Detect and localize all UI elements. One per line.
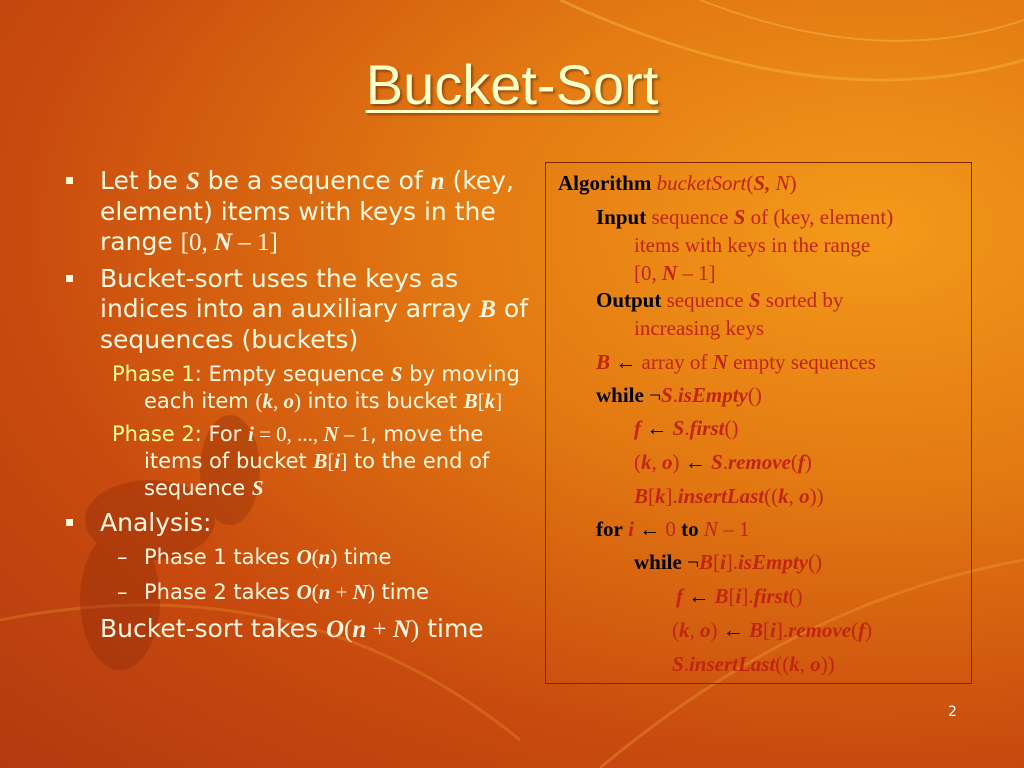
phase-2 <box>62 421 542 502</box>
var-s: S <box>672 416 685 440</box>
math-n: n <box>430 168 445 195</box>
punct: ( <box>851 618 859 642</box>
analysis-phase-1 <box>62 544 542 571</box>
punct: . <box>722 450 728 474</box>
math: – 1] <box>232 229 278 256</box>
text: items with keys in the range <box>634 233 871 257</box>
punct: ]. <box>665 484 678 508</box>
number: 0 <box>665 517 676 541</box>
punct: ]. <box>775 618 789 642</box>
arrow: ← <box>683 584 715 608</box>
total-time <box>62 614 542 645</box>
keyword: Input <box>596 205 647 229</box>
algo-line-while-2 <box>634 550 822 575</box>
punct: () <box>808 550 823 574</box>
var-k: k <box>789 652 800 676</box>
phase-1 <box>62 361 542 415</box>
math-o: O <box>296 580 312 604</box>
math-k: k <box>262 389 273 413</box>
var-k: k <box>778 484 789 508</box>
text: : For <box>194 422 248 446</box>
text: – 1] <box>677 261 716 285</box>
text: [0, <box>634 261 662 285</box>
punct: () <box>788 584 803 608</box>
algo-line-insert-1 <box>634 484 824 509</box>
analysis-phase-2 <box>62 579 542 606</box>
punct: [ <box>712 550 720 574</box>
keyword: for <box>596 517 623 541</box>
var-s: S <box>733 205 746 229</box>
punct: (( <box>764 484 779 508</box>
algo-line-output-cont <box>634 316 764 341</box>
var-i: i <box>622 517 634 541</box>
var-b: B <box>698 550 713 574</box>
math: – 1 <box>338 422 371 446</box>
punct: , <box>651 450 662 474</box>
var-i: i <box>719 550 726 574</box>
method: first <box>753 584 789 608</box>
text: sorted by <box>760 288 844 312</box>
phase-label: Phase 2 <box>112 422 195 446</box>
text: into its bucket <box>300 389 464 413</box>
keyword: Output <box>596 288 662 312</box>
var-o: o <box>810 652 821 676</box>
punct: ( <box>790 450 798 474</box>
punct: ]. <box>725 550 739 574</box>
var-b: B <box>596 350 611 374</box>
punct: , <box>689 618 700 642</box>
math-n: n <box>352 616 367 643</box>
math: ( <box>311 580 319 604</box>
keyword: to <box>675 517 704 541</box>
math: ] <box>495 389 503 413</box>
text: time <box>337 545 392 569</box>
method: insertLast <box>677 484 765 508</box>
punct: () <box>747 383 762 407</box>
var-s: S <box>660 383 673 407</box>
var-o: o <box>662 450 673 474</box>
text: Let be <box>100 166 186 195</box>
text: Bucket-sort takes <box>100 614 326 643</box>
bullet-analysis <box>62 508 542 538</box>
algo-line-remove-2 <box>672 618 872 643</box>
var-k: k <box>655 484 666 508</box>
text: time <box>374 580 429 604</box>
arrow: ← <box>717 618 749 642</box>
var-n: N <box>703 517 718 541</box>
math-b: B <box>313 449 328 473</box>
text: by moving each item <box>144 362 520 413</box>
method: isEmpty <box>738 550 809 574</box>
punct: ( <box>672 618 679 642</box>
math-i: i <box>248 422 254 446</box>
punct: ) <box>789 171 797 195</box>
text: (key, element) items with keys in the range <box>100 166 514 256</box>
bullet-sequence <box>62 166 542 258</box>
math-n-upper: N <box>352 580 368 604</box>
math-s: S <box>251 476 264 500</box>
method: remove <box>788 618 852 642</box>
var-f: f <box>797 450 805 474</box>
math: = 0, ..., <box>253 422 324 446</box>
text: – 1 <box>717 517 750 541</box>
var-n: N <box>662 261 678 285</box>
text: sequence <box>661 288 749 312</box>
algo-line-remove-1 <box>634 450 812 475</box>
var-s: S <box>753 171 766 195</box>
method: first <box>689 416 725 440</box>
var-f: f <box>858 618 866 642</box>
arrow: ← <box>633 517 666 541</box>
text: of (key, element) <box>745 205 894 229</box>
var-i: i <box>770 618 776 642</box>
algo-line-first-2 <box>676 584 803 609</box>
math: ) <box>293 389 301 413</box>
var-s: S <box>748 288 761 312</box>
algo-line-header <box>558 171 797 196</box>
punct: ) <box>865 618 873 642</box>
punct: , <box>799 652 811 676</box>
text: : Empty sequence <box>194 362 391 386</box>
function-name: bucketSort <box>656 171 747 195</box>
math: ) <box>410 616 420 643</box>
math: ( <box>255 389 263 413</box>
algo-line-range <box>634 261 716 286</box>
algo-line-output <box>596 288 843 313</box>
algo-line-input-cont <box>634 233 870 258</box>
punct: () <box>724 416 739 440</box>
page-number: 2 <box>948 704 957 720</box>
punct: ) <box>804 450 812 474</box>
math-n: N <box>323 422 339 446</box>
math-b: B <box>479 296 496 323</box>
var-f: f <box>676 584 683 608</box>
punct: . <box>672 383 678 407</box>
text: be a sequence of <box>199 166 431 195</box>
keyword: while <box>634 550 682 574</box>
text: increasing keys <box>634 316 765 340</box>
math-k: k <box>484 389 496 413</box>
punct: )) <box>820 652 835 676</box>
math: + <box>366 616 393 643</box>
algo-line-first <box>634 416 738 441</box>
math-o: O <box>325 616 345 643</box>
punct: ) <box>672 450 680 474</box>
punct: [ <box>728 584 736 608</box>
method: remove <box>727 450 791 474</box>
punct: . <box>684 416 690 440</box>
punct: [ <box>763 618 771 642</box>
content-list <box>62 166 542 645</box>
var-o: o <box>700 618 711 642</box>
text: Bucket-sort uses the keys as indices into an auxiliary array <box>100 264 480 323</box>
punct: ( <box>634 450 641 474</box>
math: ( <box>344 616 353 643</box>
text: array of <box>641 350 713 374</box>
math: [0, <box>180 229 214 256</box>
var-s: S <box>672 652 684 676</box>
punct: (( <box>775 652 790 676</box>
math: ( <box>311 545 319 569</box>
slide-title: Bucket-Sort <box>365 53 659 116</box>
punct: )) <box>809 484 824 508</box>
method: insertLast <box>688 652 776 676</box>
text: Phase 2 takes <box>144 580 297 604</box>
var-n: N <box>712 350 728 374</box>
punct: . <box>683 652 689 676</box>
text: , move the items of bucket <box>144 422 484 473</box>
punct: ( <box>746 171 754 195</box>
phase-label: Phase 1 <box>112 362 195 386</box>
math-n: n <box>318 580 331 604</box>
var-k: k <box>679 618 690 642</box>
math: [ <box>477 389 485 413</box>
punct: ]. <box>741 584 754 608</box>
method: isEmpty <box>677 383 748 407</box>
algo-line-input <box>596 205 893 230</box>
algo-line-init-buckets <box>596 350 876 375</box>
var-i: i <box>735 584 742 608</box>
math: [ <box>327 449 335 473</box>
math: ) <box>367 580 375 604</box>
var-b: B <box>634 484 649 508</box>
keyword: while <box>596 383 644 407</box>
punct: , <box>765 171 776 195</box>
text: Analysis: <box>100 508 212 537</box>
text: time <box>419 614 484 643</box>
math: , <box>272 389 284 413</box>
negation: ¬ <box>681 550 699 574</box>
algo-line-for <box>596 517 749 542</box>
var-b: B <box>714 584 729 608</box>
text: of sequences (buckets) <box>100 294 529 354</box>
math-i: i <box>334 449 341 473</box>
algo-line-while-1 <box>596 383 762 408</box>
punct: , <box>788 484 800 508</box>
var-k: k <box>641 450 652 474</box>
text: to the end of sequence <box>144 449 490 500</box>
var-n: N <box>775 171 790 195</box>
arrow: ← <box>679 450 711 474</box>
arrow: ← <box>610 350 642 374</box>
math-b: B <box>463 389 478 413</box>
math: ) <box>330 545 338 569</box>
text: Phase 1 takes <box>144 545 297 569</box>
negation: ¬ <box>643 383 661 407</box>
arrow: ← <box>641 416 673 440</box>
keyword: Algorithm <box>558 171 652 195</box>
math: ] <box>340 449 348 473</box>
math-s: S <box>185 168 200 195</box>
math-n: N <box>213 229 233 256</box>
algo-line-insert-2 <box>672 652 835 677</box>
math-o: O <box>296 545 312 569</box>
math-n: n <box>318 545 331 569</box>
algorithm-box <box>545 162 972 684</box>
var-b: B <box>749 618 764 642</box>
punct: ) <box>710 618 718 642</box>
var-f: f <box>634 416 641 440</box>
punct: [ <box>648 484 656 508</box>
text: empty sequences <box>727 350 876 374</box>
math-s: S <box>390 362 403 386</box>
math: + <box>330 580 353 604</box>
text: sequence <box>646 205 734 229</box>
var-s: S <box>711 450 723 474</box>
bullet-buckets <box>62 264 542 355</box>
math-n-upper: N <box>392 616 411 643</box>
var-o: o <box>799 484 810 508</box>
math-o: o <box>283 389 294 413</box>
